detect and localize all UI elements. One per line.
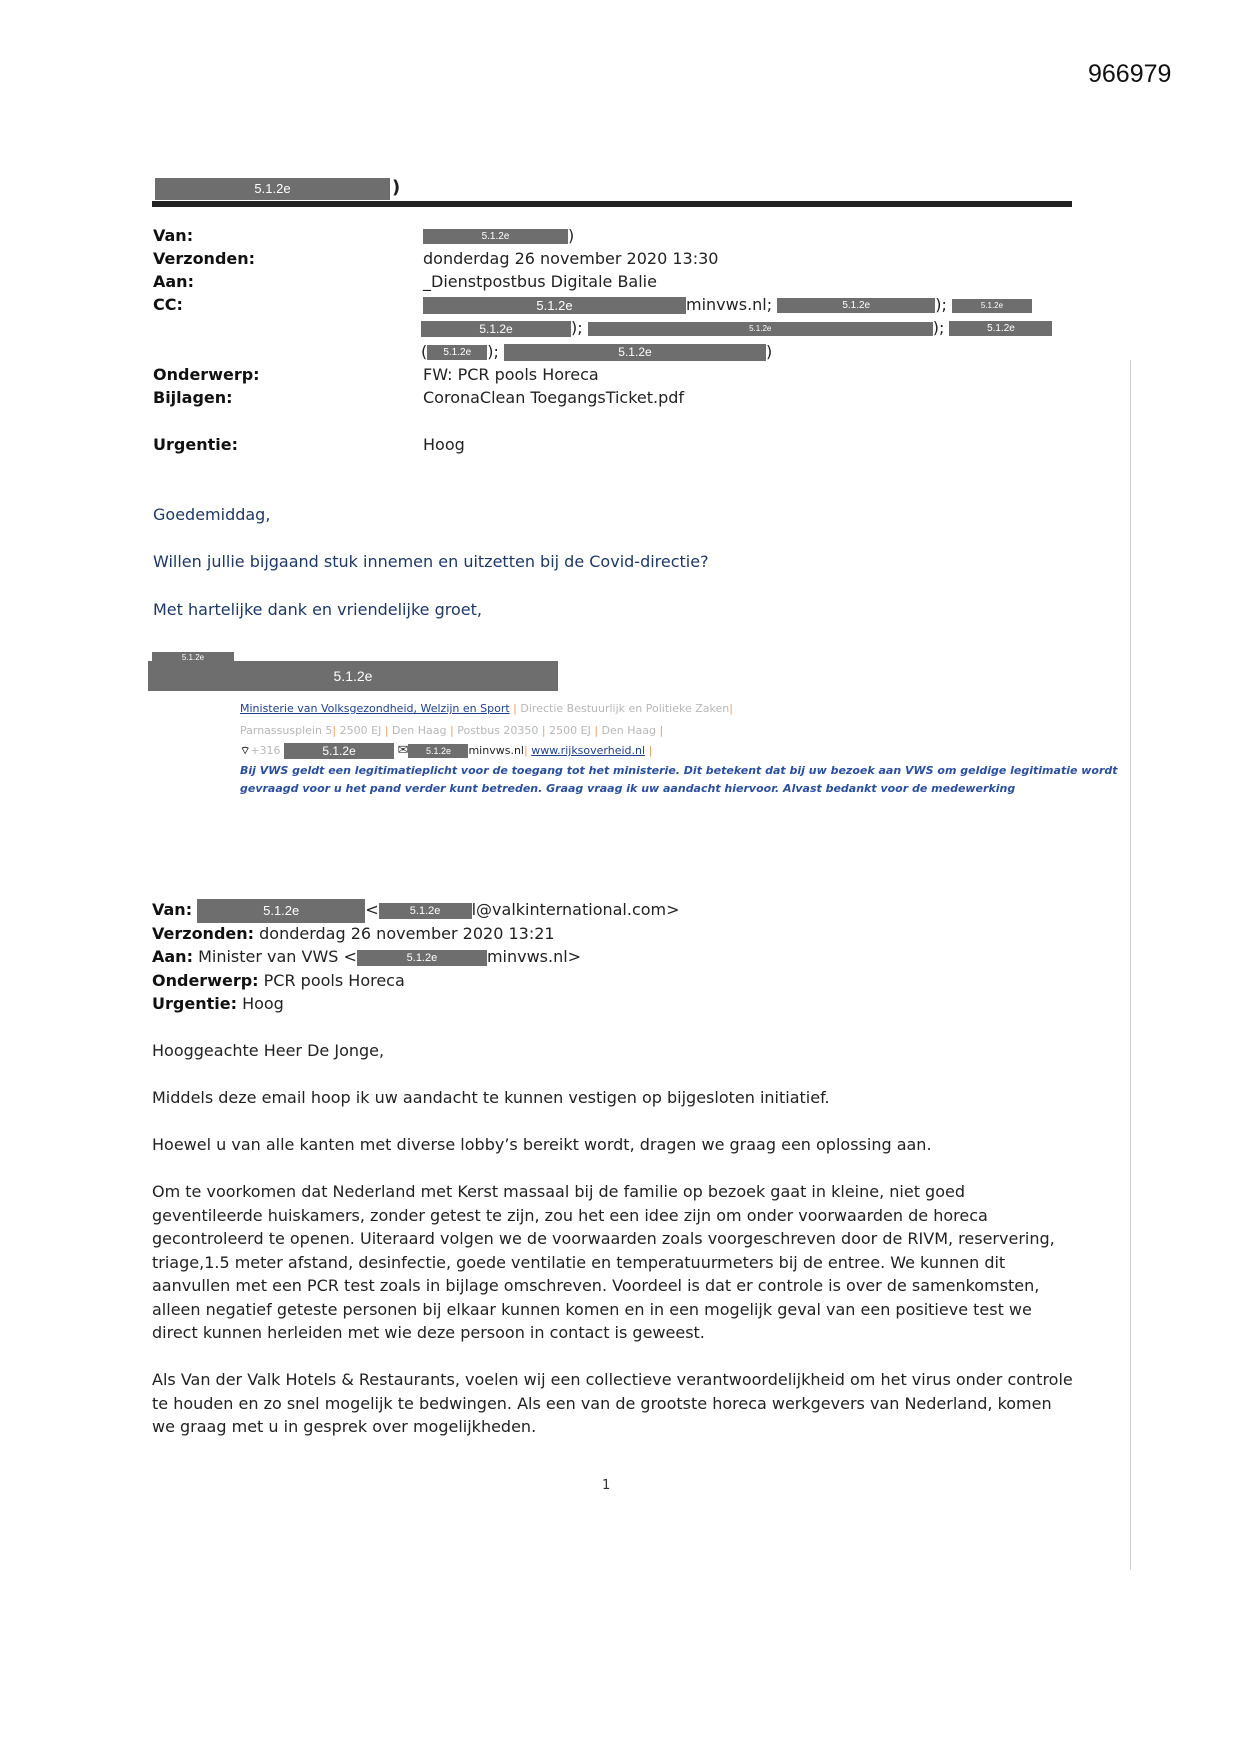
van-suffix: ) [568,226,575,245]
redaction-box: 5.1.2e [777,298,935,313]
onderwerp-value: FW: PCR pools Horeca [423,365,599,384]
email-suffix: minvws.nl [468,744,524,757]
redaction-box: 5.1.2e [408,744,468,758]
salutation: Hooggeachte Heer De Jonge, [152,1041,385,1060]
redaction-box: 5.1.2e [588,322,933,336]
scan-edge-line [1130,360,1131,1570]
separator: | [513,702,517,715]
redaction-box: 5.1.2e [504,344,766,361]
paragraph-2: Hoewel u van alle kanten met diverse lobby’s bereikt wordt, dragen we graag een oplossing aan. [152,1135,932,1154]
redaction-box: 5.1.2e [952,299,1032,313]
ministry-name: Ministerie van Volksgezondheid, Welzijn en Sport [240,702,510,715]
urgentie-value: Hoog [423,435,465,454]
address-postcode: 2500 EJ [339,724,382,737]
phone-prefix: +316 [250,744,281,757]
name-suffix: ) [392,177,401,198]
label-verzonden: Verzonden: [153,249,256,268]
onderwerp-value: PCR pools Horeca [263,971,405,990]
signature-contact-line [240,743,652,759]
paragraph-3: Om te voorkomen dat Nederland met Kerst massaal bij de familie op bezoek gaat in kleine, niet goed geventileerde huiskamers, zonder getest te zijn, zou het een idee zijn om onder voorwaarden de horeca gecontroleerd te openen. Uiteraard volgen we de voorwaarden zoals voorgeschreven door de RIVM, reservering, triage,1.5 meter afstand, desinfectie, goede ventilatie en temperatuurmeters bij de entree. We kunnen dit aanvullen met een PCR test zoals in bijlage omschreven. Voordeel is dat er controle is over de samenkomsten, alleen negatief geteste personen bij elkaar kunnen komen en in een mogelijk geval van een positieve test we direct kunnen herleiden met wie deze persoon in contact is geweest. [152,1182,1055,1342]
label-verzonden: Verzonden: [152,924,255,943]
orig-aan-line [152,945,581,969]
redaction-box: 5.1.2e [357,950,487,966]
separator: | [384,724,389,737]
van-value [423,226,574,245]
label-aan: Aan: [152,947,193,966]
redaction-box: 5.1.2e [949,321,1052,336]
redaction-box: 5.1.2e [197,899,365,923]
separator: | [523,744,528,757]
cc-sep: ); [571,318,583,337]
redaction-box: 5.1.2e [421,321,571,337]
redaction-box: 5.1.2e [152,652,234,664]
label-bijlagen: Bijlagen: [153,388,233,407]
orig-verzonden-line [152,922,555,946]
header-rule [152,201,1072,207]
sender-name-header [155,177,400,200]
orig-onderwerp-line [152,969,405,993]
paragraph-4: Als Van der Valk Hotels & Restaurants, voelen wij een collectieve verantwoordelijkheid om het virus onder controle te houden en zo snel mogelijk te bedwingen. Als een van de grootste horeca werkgevers van Nederland, komen we graag met u in gesprek over mogelijkheden. [152,1370,1073,1436]
label-urgentie: Urgentie: [152,994,237,1013]
separator: | [541,724,546,737]
label-onderwerp: Onderwerp: [153,365,260,384]
cc-sep: ); [487,342,499,361]
redaction-box: 5.1.2e [155,178,390,200]
request-line: Willen jullie bijgaand stuk innemen en uitzetten bij de Covid-directie? [153,552,709,571]
cc-line-2 [421,318,1052,337]
cc-domain: minvws.nl; [686,295,773,314]
redaction-box: 5.1.2e [148,661,558,691]
cc-paren-open: ( [421,342,428,361]
postbus: Postbus 20350 [457,724,539,737]
orig-urgentie-line [152,992,284,1016]
separator: | [332,724,337,737]
label-onderwerp: Onderwerp: [152,971,259,990]
cc-line-3 [421,342,772,361]
directie: Directie Bestuurlijk en Politieke Zaken [520,702,730,715]
aan-value: _Dienstpostbus Digitale Balie [423,272,657,291]
cc-paren-close: ) [765,342,773,361]
separator: | [648,744,653,757]
page-number: 1 [602,1478,611,1493]
label-van: Van: [153,226,194,245]
redaction-box: 5.1.2e [284,743,394,759]
paragraph-1: Middels deze email hoop ik uw aandacht te kunnen vestigen op bijgesloten initiatief. [152,1088,830,1107]
lt-symbol: < [365,900,379,919]
label-urgentie: Urgentie: [153,435,238,454]
address-city: Den Haag [392,724,447,737]
label-van: Van: [152,900,193,919]
signature-name [148,661,558,691]
redaction-box: 5.1.2e [379,903,472,919]
document-id: 966979 [1088,60,1172,88]
closing: Met hartelijke dank en vriendelijke groet, [153,600,482,619]
redaction-box: 5.1.2e [423,229,568,244]
verzonden-value: donderdag 26 november 2020 13:21 [259,924,555,943]
redaction-box: 5.1.2e [423,297,686,314]
greeting: Goedemiddag, [153,505,271,524]
separator: | [594,724,599,737]
cc-sep: ); [932,318,945,337]
aan-domain: minvws.nl> [486,947,582,966]
signature-ministry-line [240,702,733,715]
cc-line-1 [423,295,1032,314]
postbus-postcode: 2500 EJ [549,724,591,737]
legitimation-note-1: Bij VWS geldt een legitimatieplicht voor de toegang tot het ministerie. Dit betekent dat bij uw bezoek aan VWS om geldige legitimatie wordt [240,764,1118,777]
van-email-domain: l@valkinternational.com> [471,900,680,919]
website-link[interactable]: www.rijksoverheid.nl [531,744,646,757]
verzonden-value: donderdag 26 november 2020 13:30 [423,249,719,268]
postbus-city: Den Haag [601,724,656,737]
signature-address-line [240,724,663,737]
mail-icon: ✉ [397,743,409,758]
phone-icon: ⌔ [240,744,251,757]
aan-recipient: Minister van VWS < [198,947,357,966]
urgentie-value: Hoog [242,994,284,1013]
separator: | [729,702,733,715]
address-street: Parnassusplein 5 [240,724,333,737]
separator: | [659,724,664,737]
cc-sep: ); [935,295,947,314]
label-aan: Aan: [153,272,194,291]
legitimation-note-2: gevraagd voor u het pand verder kunt betreden. Graag vraag ik uw aandacht hiervoor. Alvast bedankt voor de medewerking [240,782,1016,795]
separator: | [450,724,454,737]
bijlagen-value[interactable]: CoronaClean ToegangsTicket.pdf [423,388,685,407]
orig-van-line [152,898,680,923]
redaction-box: 5.1.2e [427,345,487,360]
label-cc: CC: [153,295,183,314]
